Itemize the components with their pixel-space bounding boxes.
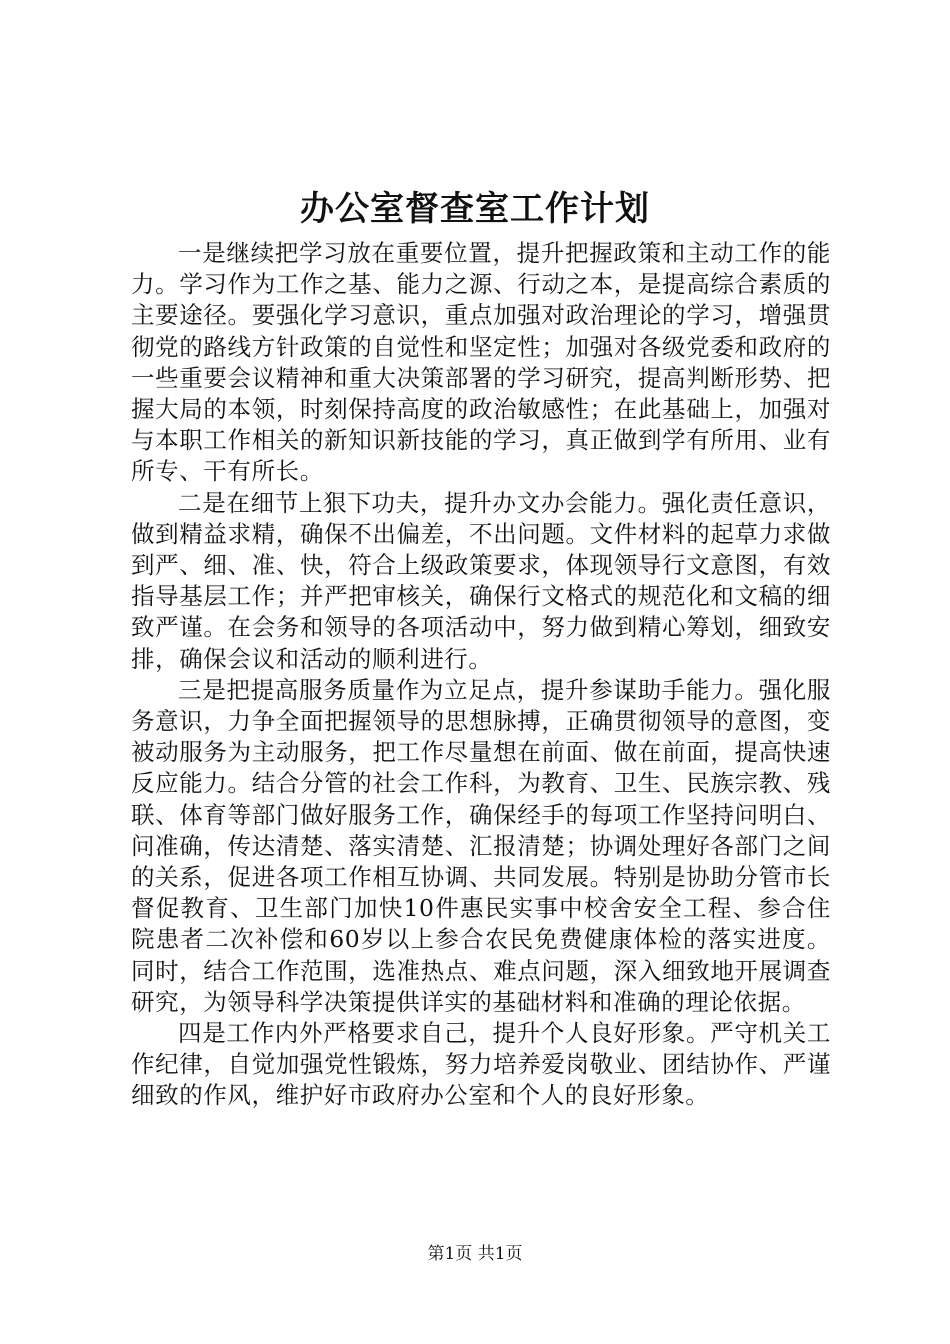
paragraph-3: 三是把提高服务质量作为立足点，提升参谋助手能力。强化服务意识，力争全面把握领导的思想脉搏，正确贯彻领导的意图，变被动服务为主动服务，把工作尽量想在前面、做在前面，提高快速反应能力。结合分管的社会工作科，为教育、卫生、民族宗教、残联、体育等部门做好服务工作，确保经手的每项工作坚持问明白、问准确，传达清楚、落实清楚、汇报清楚；协调处理好各部门之间的关系，促进各项工作相互协调、共同发展。特别是协助分管市长督促教育、卫生部门加快10件惠民实事中校舍安全工程、参合住院患者二次补偿和60岁以上参合农民免费健康体检的落实进度。同时，结合工作范围，选准热点、难点问题，深入细致地开展调查研究，为领导科学决策提供详实的基础材料和准确的理论依据。 [131, 675, 831, 1016]
document-body [131, 238, 831, 1112]
page-footer: 第1页 共1页 [427, 1244, 523, 1264]
paragraph-1: 一是继续把学习放在重要位置，提升把握政策和主动工作的能力。学习作为工作之基、能力之源、行动之本，是提高综合素质的主要途径。要强化学习意识，重点加强对政治理论的学习，增强贯彻党的路线方针政策的自觉性和坚定性；加强对各级党委和政府的一些重要会议精神和重大决策部署的学习研究，提高判断形势、把握大局的本领，时刻保持高度的政治敏感性；在此基础上，加强对与本职工作相关的新知识新技能的学习，真正做到学有所用、业有所专、干有所长。 [131, 239, 831, 486]
paragraph-4: 四是工作内外严格要求自己，提升个人良好形象。严守机关工作纪律，自觉加强党性锻炼，努力培养爱岗敬业、团结协作、严谨细致的作风，维护好市政府办公室和个人的良好形象。 [131, 1019, 831, 1110]
paragraph-2: 二是在细节上狠下功夫，提升办文办会能力。强化责任意识，做到精益求精，确保不出偏差，不出问题。文件材料的起草力求做到严、细、准、快，符合上级政策要求，体现领导行文意图，有效指导基层工作；并严把审核关，确保行文格式的规范化和文稿的细致严谨。在会务和领导的各项活动中，努力做到精心筹划，细致安排，确保会议和活动的顺利进行。 [131, 488, 831, 673]
document-title: 办公室督查室工作计划 [300, 189, 650, 229]
